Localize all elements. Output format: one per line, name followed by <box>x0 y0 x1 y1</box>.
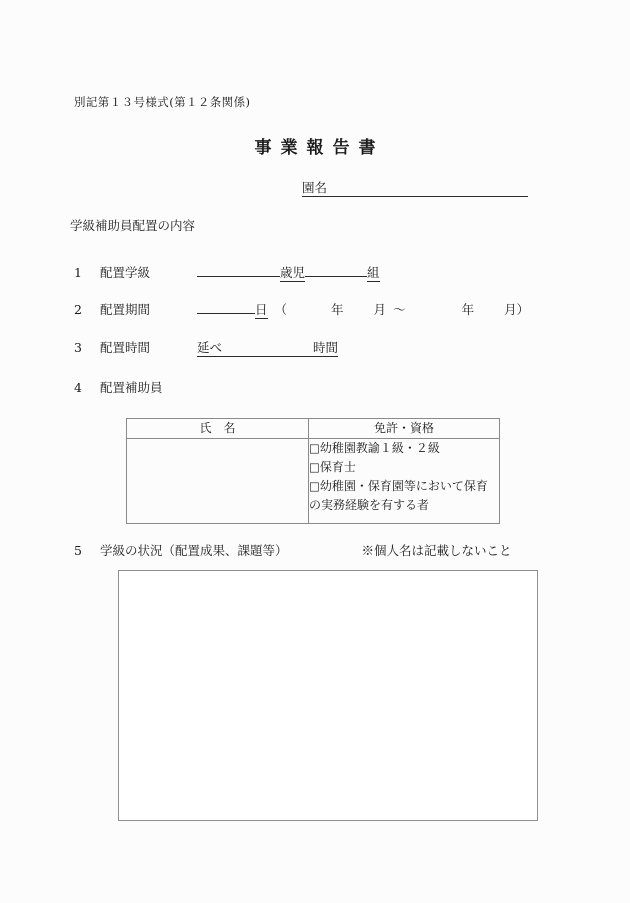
item-placement-class <box>74 259 380 282</box>
kindergarten-name-field[interactable] <box>302 179 528 197</box>
class-unit: 組 <box>367 265 380 280</box>
page-title: 事業報告書 <box>254 138 385 158</box>
end-year-unit: 年 <box>461 302 475 317</box>
item-label: 学級の状況（配置成果、課題等） <box>100 543 288 558</box>
kindergarten-name-label: 園名 <box>302 180 328 195</box>
hours-input[interactable] <box>197 339 338 357</box>
qualification-option-2[interactable] <box>309 458 499 477</box>
form-number: 別記第１３号様式(第１２条関係) <box>74 95 251 109</box>
table-row <box>127 439 500 524</box>
end-month-unit: 月 <box>504 302 517 317</box>
cell-name-input[interactable] <box>127 439 309 524</box>
checkbox-icon[interactable]: □ <box>309 441 320 455</box>
item-note: ※個人名は記載しないこと <box>361 543 512 558</box>
column-header-name: 氏 名 <box>127 419 309 439</box>
item-label: 配置時間 <box>100 340 151 355</box>
item-number: 5 <box>74 543 82 558</box>
item-number: 1 <box>74 265 82 280</box>
qualification-label: 保育士 <box>319 460 356 474</box>
table-header-row <box>127 419 500 439</box>
item-class-status <box>74 542 512 560</box>
qualification-label: 幼稚園・保育園等において保育の実務経験を有する者 <box>309 479 488 512</box>
item-assistant-staff <box>74 379 197 397</box>
days-input[interactable] <box>197 296 255 314</box>
paren-close: ） <box>516 302 530 317</box>
column-header-qualification: 免許・資格 <box>309 419 500 439</box>
item-number: 4 <box>74 380 82 395</box>
range-mark: ～ <box>393 302 406 317</box>
days-unit: 日 <box>255 302 268 317</box>
qualification-label: 幼稚園教諭１級・２級 <box>319 441 440 455</box>
section-heading: 学級補助員配置の内容 <box>70 218 196 233</box>
checkbox-icon[interactable]: □ <box>309 479 320 493</box>
item-number: 3 <box>74 340 82 355</box>
item-placement-hours <box>74 339 338 357</box>
item-number: 2 <box>74 302 82 317</box>
item-label: 配置補助員 <box>100 380 163 395</box>
start-year-unit: 年 <box>331 302 344 317</box>
qualification-option-3[interactable] <box>309 477 499 515</box>
cell-qualifications <box>309 439 500 524</box>
item-placement-period <box>74 296 529 319</box>
free-text-box[interactable] <box>118 570 538 821</box>
class-input[interactable] <box>305 259 367 277</box>
qualification-option-1[interactable] <box>309 439 499 458</box>
paren-open: （ <box>274 302 288 317</box>
hours-unit: 時間 <box>312 340 338 355</box>
checkbox-icon[interactable]: □ <box>309 460 320 474</box>
start-month-unit: 月 <box>373 302 387 317</box>
age-unit: 歳児 <box>280 265 306 280</box>
hours-prefix: 延べ <box>197 340 223 355</box>
item-label: 配置期間 <box>100 302 151 317</box>
item-label: 配置学級 <box>100 265 151 280</box>
age-input[interactable] <box>197 259 280 277</box>
assistant-table <box>126 418 500 524</box>
